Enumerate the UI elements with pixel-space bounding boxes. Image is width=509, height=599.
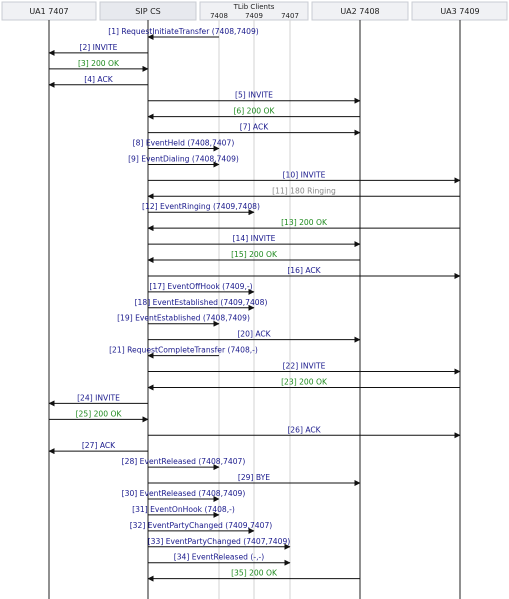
participant-tlib-7407-label: 7407 <box>281 12 299 20</box>
message-8 <box>133 139 235 149</box>
message-19 <box>117 314 250 324</box>
message-label: [34] EventReleased (-,-) <box>173 552 265 562</box>
message-label: [32] EventPartyChanged (7409,7407) <box>129 520 273 530</box>
message-3 <box>49 59 148 69</box>
message-4 <box>49 75 148 85</box>
message-5 <box>148 91 360 101</box>
participant-ua1 <box>2 2 96 20</box>
message-label: [30] EventReleased (7408,7409) <box>121 488 246 498</box>
message-label: [21] RequestCompleteTransfer (7408,-) <box>109 345 258 355</box>
participant-ua3 <box>412 2 507 20</box>
message-label: [13] 200 OK <box>281 218 327 228</box>
participant-tlib-7408-label: 7408 <box>210 12 228 20</box>
participant-headers <box>2 2 507 20</box>
message-11 <box>148 186 460 196</box>
participant-tlib-7409-label: 7409 <box>245 12 263 20</box>
message-32 <box>130 521 273 531</box>
message-2 <box>49 43 148 53</box>
participant-ua3-label: UA3 7409 <box>440 7 480 16</box>
message-27 <box>49 441 148 451</box>
message-label: [16] ACK <box>287 265 321 275</box>
message-label: [28] EventReleased (7408,7407) <box>121 457 246 467</box>
message-label: [22] INVITE <box>282 361 326 371</box>
message-25 <box>49 409 148 419</box>
message-30 <box>122 489 246 499</box>
message-label: [7] ACK <box>239 122 269 132</box>
participant-tlib-label: TLib Clients <box>233 3 275 11</box>
message-label: [24] INVITE <box>77 393 120 403</box>
message-label: [10] INVITE <box>282 170 326 180</box>
message-23 <box>148 377 460 387</box>
message-24 <box>49 393 148 403</box>
message-label: [1] RequestInitiateTransfer (7408,7409) <box>108 27 259 36</box>
message-21 <box>109 346 258 356</box>
message-label: [20] ACK <box>237 329 271 339</box>
message-9 <box>128 154 239 164</box>
message-label: [3] 200 OK <box>77 58 120 68</box>
message-label: [2] INVITE <box>79 42 118 52</box>
message-6 <box>148 107 360 117</box>
message-16 <box>148 266 460 276</box>
message-29 <box>148 473 360 483</box>
message-label: [9] EventDialing (7408,7409) <box>128 154 239 164</box>
participant-ua2 <box>312 2 408 20</box>
message-label: [12] EventRinging (7409,7408) <box>142 202 260 212</box>
message-33 <box>148 537 291 547</box>
message-17 <box>148 282 254 292</box>
message-label: [11] 180 Ringing <box>272 186 336 196</box>
message-14 <box>148 234 360 244</box>
message-label: [27] ACK <box>81 441 116 451</box>
message-label: [8] EventHeld (7408,7407) <box>132 138 235 148</box>
message-label: [5] INVITE <box>235 90 273 100</box>
message-10 <box>148 170 460 180</box>
participant-sip-label: SIP CS <box>135 7 161 16</box>
message-label: [23] 200 OK <box>281 377 327 387</box>
message-20 <box>148 330 360 340</box>
message-31 <box>132 505 235 515</box>
message-34 <box>148 553 290 563</box>
message-label: [35] 200 OK <box>231 568 277 578</box>
participant-sip <box>100 2 196 20</box>
message-label: [29] BYE <box>237 473 271 483</box>
message-7 <box>148 123 360 133</box>
participant-ua2-label: UA2 7408 <box>340 7 380 16</box>
message-35 <box>148 569 360 579</box>
participant-tlib <box>200 2 308 20</box>
message-label: [17] EventOffHook (7409,-) <box>149 281 253 291</box>
message-label: [14] INVITE <box>232 234 276 244</box>
message-15 <box>148 250 360 260</box>
message-label: [18] EventEstablished (7409,7408) <box>134 297 268 307</box>
message-22 <box>148 362 460 372</box>
message-label: [26] ACK <box>287 425 321 435</box>
message-28 <box>122 457 246 467</box>
message-label: [4] ACK <box>84 74 113 84</box>
message-label: [19] EventEstablished (7408,7409) <box>117 313 250 323</box>
message-13 <box>148 218 460 228</box>
message-label: [25] 200 OK <box>75 409 122 419</box>
message-label: [15] 200 OK <box>231 250 277 260</box>
message-26 <box>148 425 460 435</box>
participant-ua1-label: UA1 7407 <box>29 7 69 16</box>
message-label: [6] 200 OK <box>233 106 275 116</box>
message-label: [31] EventOnHook (7408,-) <box>132 504 235 514</box>
message-18 <box>135 298 268 308</box>
message-12 <box>142 202 260 212</box>
message-1 <box>108 27 259 37</box>
message-label: [33] EventPartyChanged (7407,7409) <box>147 536 291 546</box>
